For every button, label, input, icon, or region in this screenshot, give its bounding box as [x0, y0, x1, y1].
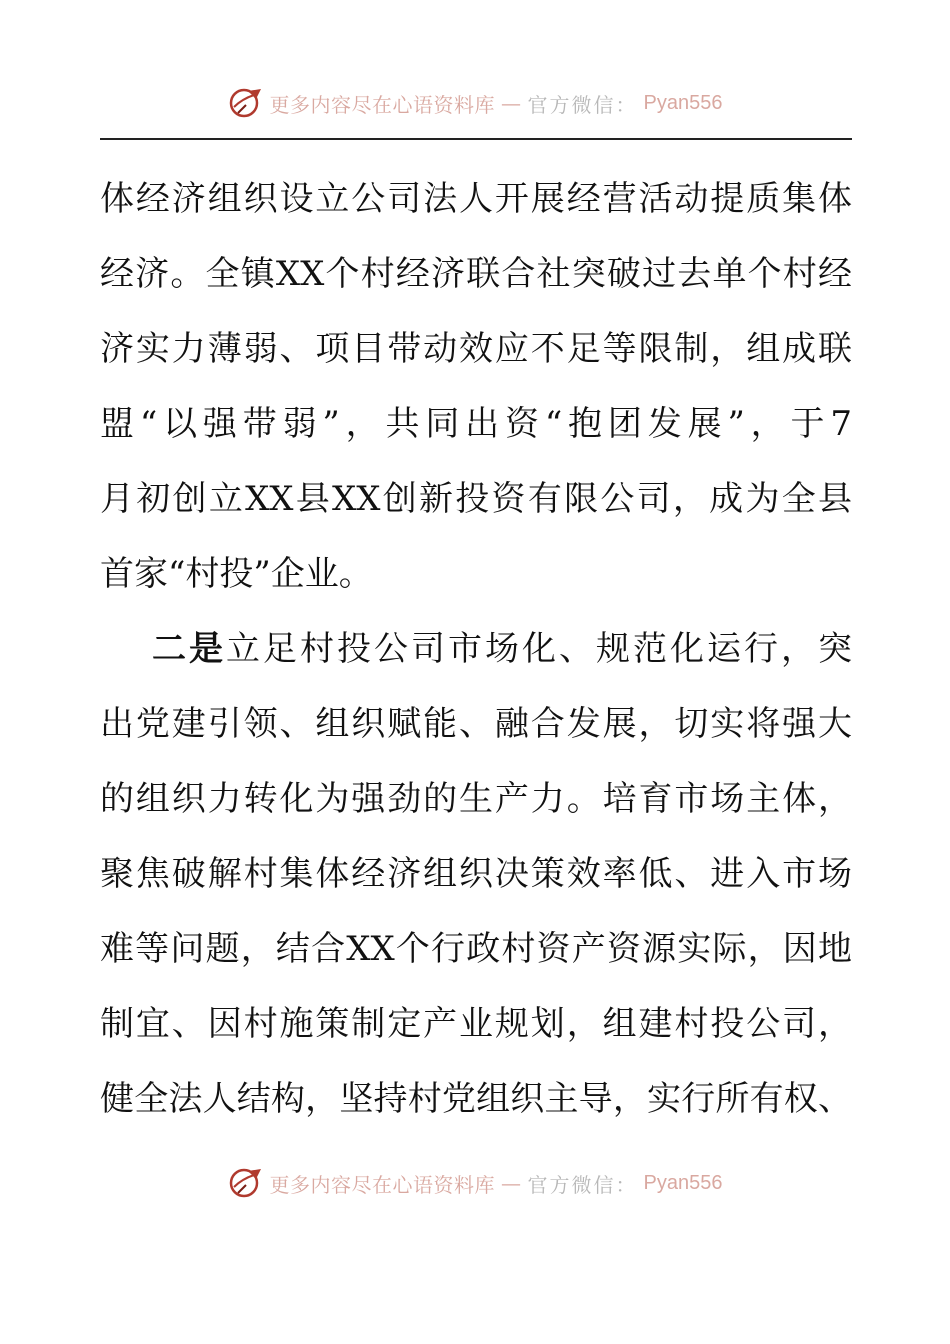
paragraph2-line-1 — [100, 612, 852, 687]
pen-circle-logo-icon — [228, 85, 264, 121]
header-divider — [100, 138, 852, 140]
paragraph2-line-5: 难等问题，结合XX个行政村资产资源实际，因地 — [100, 929, 852, 969]
document-body — [100, 162, 852, 1137]
paragraph1-line-2: 经济。全镇XX个村经济联合社突破过去单个村经 — [100, 254, 852, 294]
footer-dash: — — [501, 1171, 522, 1195]
paragraph2-line-2: 出党建引领、组织赋能、融合发展，切实将强大 — [100, 704, 852, 744]
footer-banner — [0, 1158, 950, 1208]
paragraph1-line-5: 月初创立XX县XX创新投资有限公司，成为全县 — [100, 479, 852, 519]
paragraph1-line-4: 盟“以强带弱”，共同出资“抱团发展”，于7 — [100, 404, 852, 444]
paragraph1-line-3: 济实力薄弱、项目带动效应不足等限制，组成联 — [100, 329, 852, 369]
footer-wechat-id: Pyan556 — [643, 1171, 723, 1194]
paragraph2-first-line-rest: 立足村投公司市场化、规范化运行，突 — [226, 629, 852, 669]
footer-wechat-label: 官方微信： — [527, 1172, 638, 1197]
header-banner — [0, 78, 950, 128]
banner-slogan: 更多内容尽在心语资料库 — [269, 92, 496, 117]
paragraph2-line-7: 健全法人结构，坚持村党组织主导，实行所有权、 — [100, 1079, 852, 1119]
footer-slogan: 更多内容尽在心语资料库 — [269, 1172, 496, 1197]
paragraph1-line-6: 首家“村投”企业。 — [100, 554, 373, 594]
banner-wechat-id: Pyan556 — [643, 91, 723, 114]
banner-dash: — — [501, 91, 522, 115]
paragraph2-line-6: 制宜、因村施策制定产业规划，组建村投公司， — [100, 1004, 852, 1044]
paragraph2-line-4: 聚焦破解村集体经济组织决策效率低、进入市场 — [100, 854, 852, 894]
paragraph2-line-3: 的组织力转化为强劲的生产力。培育市场主体， — [100, 779, 852, 819]
paragraph1-line-1: 体经济组织设立公司法人开展经营活动提质集体 — [100, 179, 852, 219]
pen-circle-logo-icon — [228, 1165, 264, 1201]
paragraph2-lead: 二是 — [152, 629, 226, 669]
banner-wechat-label: 官方微信： — [527, 92, 638, 117]
